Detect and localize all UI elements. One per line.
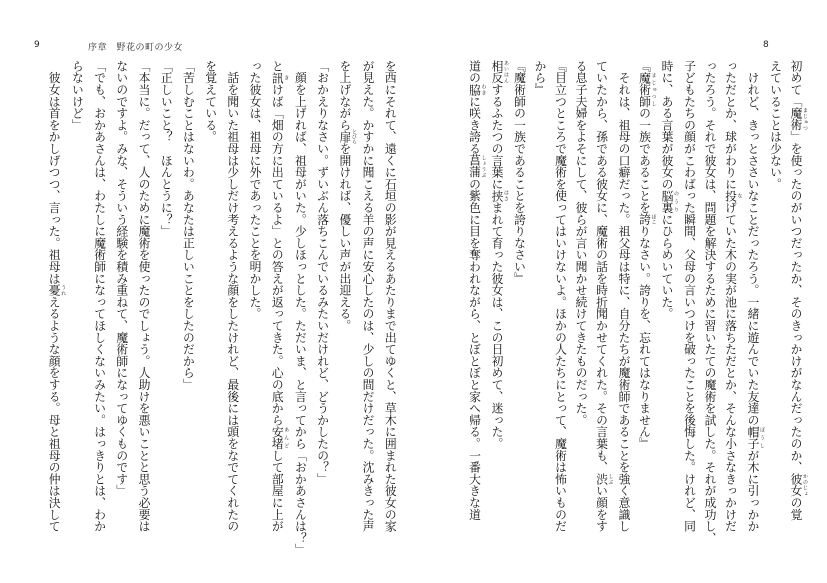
ruby-word: [789, 107, 808, 131]
text-run: い顔をす: [594, 484, 609, 533]
text-run: りなさい。誇りを、忘れてはなりません』: [637, 225, 652, 450]
ruby-word: [47, 284, 67, 297]
ruby-word: [467, 83, 487, 96]
ruby-reading: うれ: [60, 284, 67, 297]
text-run: 「でも、おかあさんは、わたしに魔術師になってほしくないみたい。はっきりとは、わか: [92, 60, 107, 532]
ruby-base: 扉: [337, 129, 352, 145]
text-line: [66, 60, 88, 545]
page-number-right: 8: [763, 40, 769, 50]
ruby-word: [490, 60, 509, 84]
text-run: を覚えている。: [203, 60, 218, 143]
text-run: えるような顔をする。母と祖母の仲は決して: [47, 296, 62, 533]
ruby-reading: あんど: [283, 425, 290, 450]
text-line: [379, 60, 401, 545]
text-line: [155, 60, 177, 545]
ruby-word: [637, 71, 657, 108]
ruby-reading: しぶ: [607, 473, 614, 485]
ruby-reading: ぼうし: [759, 425, 765, 450]
ruby-base: 脇: [467, 83, 482, 96]
text-line: [311, 60, 333, 545]
text-run: して部屋に上が: [270, 449, 285, 533]
left-page-text: [43, 60, 401, 556]
text-line: [487, 60, 510, 545]
ruby-base: 渋: [594, 473, 609, 485]
text-line: [266, 60, 289, 545]
ruby-word: [270, 425, 290, 450]
ruby-base: 安堵: [270, 425, 285, 450]
ruby-word: [490, 189, 509, 202]
text-line: [700, 60, 721, 545]
text-run: げていた木の実が池に落ちただとか、そんな小さなきっかけだ: [723, 201, 738, 533]
text-run: 」を使ったのがいつだったか、そのきっかけがなんだったのか、: [789, 130, 803, 474]
ruby-base: 憂: [47, 284, 62, 297]
text-run: を開ければ、優しい声が出迎える。: [337, 142, 352, 332]
text-line: [199, 60, 221, 545]
text-line: [614, 60, 635, 545]
text-run: った彼女は、祖母に外であったことを明かした。: [248, 60, 263, 320]
text-line: [244, 60, 266, 545]
ruby-reading: き: [283, 71, 290, 84]
text-line: [657, 60, 680, 545]
text-run: 顔を上げれば、祖母がいた。少しほっとした。ただいま、と言ってから「おかあさんは？」: [293, 60, 308, 556]
text-line: [357, 60, 379, 545]
text-line: [634, 60, 657, 545]
text-run: 話を聞いた祖母は少しだけ考えるような顔をしたけれど、最後には頭をなでてくれたの: [225, 60, 240, 532]
ruby-base: 誇: [637, 213, 652, 226]
ruby-word: [746, 425, 765, 450]
text-run: の覚: [789, 496, 803, 521]
text-run: から』: [533, 60, 547, 96]
ruby-word: [637, 213, 657, 226]
text-run: に咲き誇る: [467, 95, 482, 155]
text-line: [743, 60, 766, 545]
text-run: ったろう。それで彼女は、問題を解決するために習いたての魔術を試した。それが成功し、: [703, 60, 717, 544]
text-run: ていたから、孫である彼女に、魔術の話を時折聞かせてくれた。その言葉も、: [594, 60, 609, 473]
ruby-base: 彼女: [789, 473, 803, 497]
ruby-word: [270, 71, 290, 84]
text-run: 『目立つところで魔術を使ってはいけないよ。ほかの人たちにとって、魔術は怖いものだ: [553, 60, 568, 532]
text-line: [111, 60, 133, 545]
ruby-base: 帽子: [746, 425, 760, 450]
right-page-text: [464, 60, 808, 545]
text-line: [133, 60, 155, 545]
text-run: 彼女は首をかしげつつ、言った。祖母は: [47, 60, 62, 285]
ruby-base: 投: [723, 189, 738, 202]
text-run: 道の: [467, 60, 482, 84]
text-run: が木に引っかか: [746, 449, 760, 533]
text-run: らないけど」: [70, 60, 85, 131]
text-line: [88, 60, 110, 545]
text-run: にひらめいていた。: [660, 213, 674, 320]
text-line: [530, 60, 551, 545]
text-run: が見えた。かすかに聞こえる羊の声に安心したのは、少しの間だけだった。沈みきった声: [361, 60, 376, 532]
text-run: えていることは少ない。: [768, 60, 783, 190]
text-line: [334, 60, 357, 545]
text-line: [786, 60, 809, 545]
text-run: けれど、きっとささいなことだったろう。一緒に遊んでいた友達の: [746, 60, 760, 426]
text-run: る息子夫婦をよそにして、彼らが言い聞かせ続けてきたものだった。: [574, 60, 588, 426]
ruby-word: [594, 473, 614, 485]
text-line: [571, 60, 592, 545]
ruby-base: 魔術師: [637, 71, 652, 108]
ruby-word: [723, 189, 743, 202]
ruby-reading: のうり: [673, 189, 679, 214]
text-run: の紫色に目を奪われながら、とぼとぼと家へ帰る。一番大きな道: [467, 178, 482, 521]
ruby-reading: しょうぶ: [480, 154, 487, 179]
text-run: まれて育った彼女は、この日初めて、迷った。: [490, 201, 504, 450]
ruby-base: 菖蒲: [467, 154, 482, 179]
text-run: 「本当に。だって、人のために魔術を使ったのでしょう。人助けを悪いことと思う必要は: [137, 60, 152, 532]
ruby-reading: な: [736, 189, 743, 202]
text-line: [43, 60, 66, 545]
text-line: [679, 60, 700, 545]
text-run: 初めて「: [789, 60, 803, 108]
text-run: 『: [637, 60, 652, 72]
ruby-base: 脳裏: [660, 189, 674, 214]
text-run: の一族であることを: [637, 107, 652, 214]
ruby-base: 魔術: [789, 107, 803, 131]
ruby-word: [467, 154, 487, 179]
ruby-reading: はさ: [503, 189, 509, 202]
text-run: けば「畑の方に出ているよ」との答えが返ってきた。心の底から: [270, 83, 285, 426]
ruby-base: 訊: [270, 71, 285, 84]
ruby-base: 挟: [490, 189, 504, 202]
text-run: ないのですよ。みな、そういう経験を積み重ねて、魔術師になってゆくものです」: [114, 60, 129, 497]
text-run: 時に、ある言葉が彼女の: [660, 60, 674, 190]
text-line: [222, 60, 244, 545]
ruby-reading: かのじょ: [802, 473, 808, 497]
text-run: 子どもたちの顔がこわばった瞬間、父母の言いつけを破ったことを後悔した。けれど、同: [682, 60, 697, 532]
text-line: [509, 60, 530, 545]
page-number-left: 9: [34, 40, 40, 50]
text-run: と: [270, 60, 285, 72]
text-run: するふたつの言葉に: [490, 83, 504, 190]
text-run: 「正しいこと？ ほんとうに？」: [159, 60, 174, 237]
text-run: 「苦しむことはないわ。あなたは正しいことをしたのだから」: [181, 60, 196, 391]
text-line: [289, 60, 311, 556]
text-run: を西にそれて、遠くに石垣の影が見えるあたりまで出てゆくと、草木に囲まれた彼女の家: [383, 60, 398, 532]
text-run: 『魔術師の一族であることを誇りなさい』: [512, 60, 527, 285]
ruby-word: [660, 189, 679, 214]
ruby-base: 相反: [490, 60, 504, 84]
ruby-reading: あいはん: [503, 60, 509, 84]
text-run: を上げながら: [337, 60, 352, 131]
text-run: っただとか、球がわりに: [723, 60, 738, 190]
text-line: [464, 60, 487, 545]
text-run: それは、祖母の口癖だった。祖父母は特に、自分たちが魔術師であることを強く意識し: [617, 60, 631, 532]
ruby-word: [789, 473, 808, 497]
text-run: 「おかえりなさい。ずいぶん落ちこんでいるみたいだけれど、どうかしたの？」: [315, 60, 330, 485]
text-line: [550, 60, 571, 545]
text-line: [720, 60, 743, 545]
ruby-word: [337, 129, 357, 145]
ruby-reading: わき: [480, 83, 487, 96]
ruby-reading: まじゅつし: [650, 71, 657, 108]
text-line: [177, 60, 199, 545]
text-line: [765, 60, 786, 545]
text-line: [591, 60, 614, 545]
running-head: 序章 野花の町の少女: [88, 43, 184, 53]
ruby-reading: まじゅつ: [802, 107, 808, 131]
ruby-reading: ほこ: [650, 213, 657, 226]
ruby-reading: とびら: [350, 129, 357, 145]
